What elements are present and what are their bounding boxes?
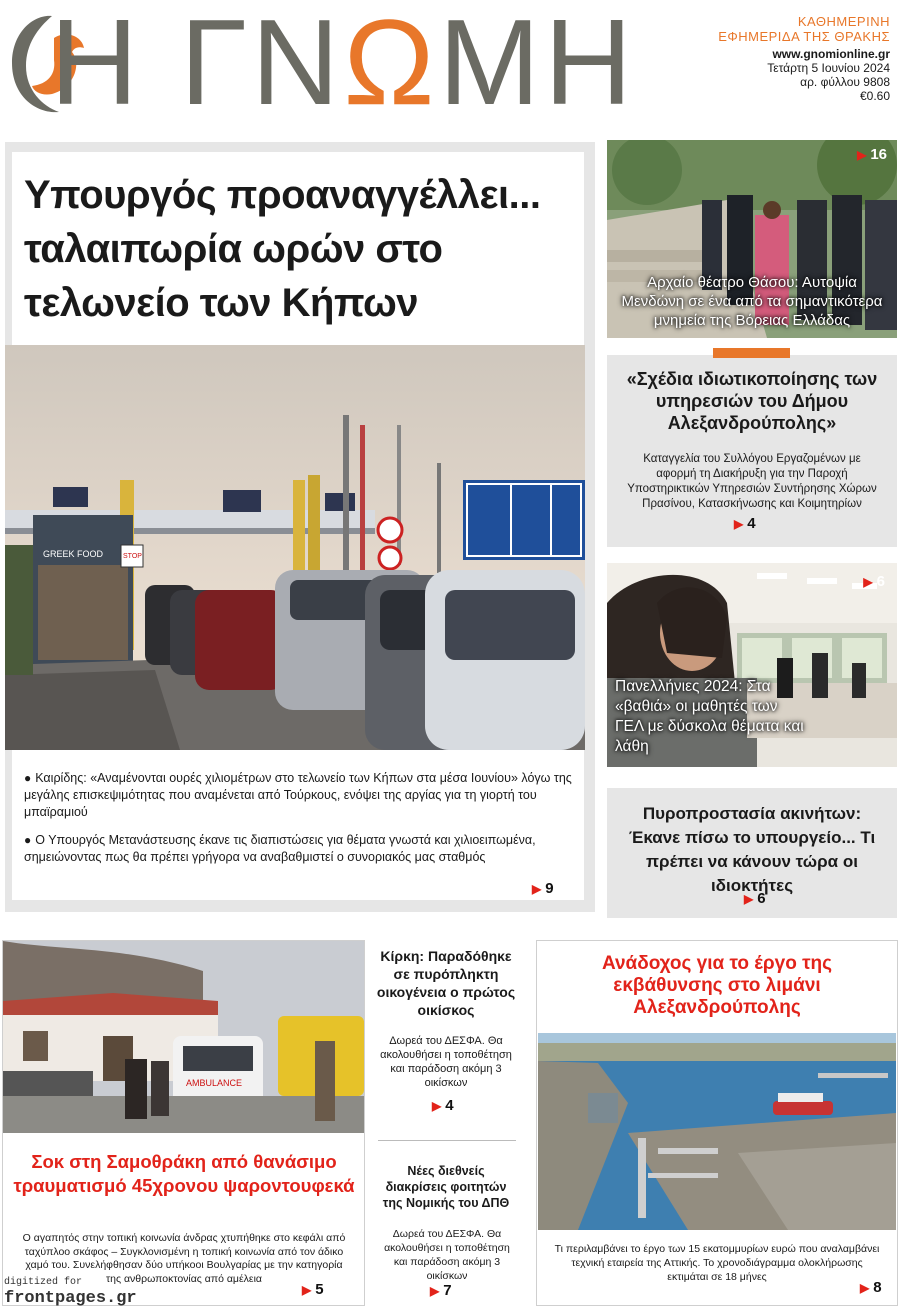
issue-date: Τετάρτη 5 Ιουνίου 2024: [767, 61, 890, 75]
exams-page-ref[interactable]: ▶ 6: [863, 573, 885, 590]
page-arrow-icon: ▶: [734, 517, 744, 531]
lead-page-ref[interactable]: ▶ 9: [532, 880, 554, 897]
masthead: [0, 0, 900, 130]
thasos-photo-story[interactable]: [607, 140, 897, 338]
kirki-page-ref[interactable]: ▶ 4: [432, 1097, 454, 1114]
port-headline[interactable]: Ανάδοχος για το έργο της εκβάθυνσης στο λιμάνι Αλεξανδρούπολης: [601, 953, 833, 1018]
exams-caption: Πανελλήνιες 2024: Στα «βαθιά» οι μαθητές των ΓΕΛ με δύσκολα θέματα και λάθη: [615, 678, 804, 755]
lead-bullet-2: ● Ο Υπουργός Μετανάστευσης έκανε τις διαπιστώσεις για θέματα γνωστά και χιλιοειπωμένα, σημειώνοντας πως θα πρέπει γρήγορα να αναβαθμιστεί ο συνοριακός μας σταθμός: [24, 833, 536, 864]
port-body: Τι περιλαμβάνει το έργο των 15 εκατομμυρίων ευρώ που αναλαμβάνει τεχνική εταιρεία της Αττικής. Το χρονοδιάγραμμα ολοκλήρωσης εκτιμάται σε 18 μήνες: [554, 1243, 880, 1283]
samothraki-photo: [3, 941, 364, 1133]
exams-photo-story[interactable]: [607, 563, 897, 767]
tagline-thrace: ΕΦΗΜΕΡΙΔΑ ΤΗΣ ΘΡΑΚΗΣ: [718, 29, 890, 44]
orange-accent-bar: [713, 348, 790, 358]
page-arrow-icon: ▶: [430, 1284, 440, 1298]
law-headline[interactable]: Νέες διεθνείς διακρίσεις φοιτητών της Νομικής του ΔΠΘ: [382, 1164, 510, 1210]
page-arrow-icon: ▶: [857, 148, 867, 162]
greek-food-sign: GREEK FOOD: [43, 549, 104, 559]
ambulance-text: AMBULANCE: [186, 1078, 243, 1088]
lead-headline[interactable]: Υπουργός προαναγγέλλει... ταλαιπωρία ωρών στο τελωνείο των Κήπων: [24, 173, 541, 325]
page-arrow-icon: ▶: [532, 882, 542, 896]
thasos-page-ref[interactable]: ▶ 16: [857, 146, 887, 163]
page-arrow-icon: ▶: [863, 575, 873, 589]
page-arrow-icon: ▶: [860, 1281, 870, 1295]
fire-page-ref[interactable]: ▶ 6: [744, 890, 766, 907]
page-arrow-icon: ▶: [302, 1283, 312, 1297]
masthead-info: [718, 14, 890, 103]
port-aerial-photo: [538, 1033, 896, 1230]
port-page-ref[interactable]: ▶ 8: [860, 1279, 882, 1296]
privatization-body: Καταγγελία του Συλλόγου Εργαζομένων με αφορμή τη Διακήρυξη για την Παροχή Υποστηρικτικών Υπηρεσιών Συντήρησης Χώρων Πρασίνου, Κατασκήνωσης και Κοιμητηρίων: [627, 453, 877, 510]
fire-headline[interactable]: Πυροπροστασία ακινήτων: Έκανε πίσω το υπουργείο... Τι πρέπει να κάνουν τώρα οι ιδιοκτήτες: [628, 804, 876, 895]
lead-photo-border-queue: [5, 345, 585, 750]
privatization-headline[interactable]: «Σχέδια ιδιωτικοποίησης των υπηρεσιών του Δήμου Αλεξανδρούπολης»: [626, 369, 878, 433]
frontpages-watermark: digitized for frontpages.gr: [4, 1277, 137, 1308]
tagline-daily: ΚΑΘΗΜΕΡΙΝΗ: [797, 14, 890, 29]
samothraki-headline[interactable]: Σοκ στη Σαμοθράκη από θανάσιμο τραυματισμό 45χρονου ψαροντουφεκά: [13, 1151, 355, 1196]
privatization-page-ref[interactable]: ▶ 4: [734, 515, 756, 532]
page-arrow-icon: ▶: [432, 1099, 442, 1113]
law-page-ref[interactable]: ▶ 7: [430, 1282, 452, 1299]
column-divider: [378, 1140, 516, 1141]
samothraki-page-ref[interactable]: ▶ 5: [302, 1281, 324, 1298]
kirki-headline[interactable]: Κίρκη: Παραδόθηκε σε πυρόπληκτη οικογένεια ο πρώτος οικίσκος: [376, 948, 516, 1018]
website-link[interactable]: www.gnomionline.gr: [772, 47, 890, 61]
price: €0.60: [859, 89, 890, 103]
page-arrow-icon: ▶: [744, 892, 754, 906]
kirki-body: Δωρεά του ΔΕΣΦΑ. Θα ακολουθήσει η τοποθέτηση και παράδοση ακόμη 3 οικίσκων: [380, 1035, 512, 1089]
stop-sign-text: STOP: [123, 553, 142, 560]
samothraki-body: Ο αγαπητός στην τοπική κοινωνία άνδρας χτυπήθηκε στο κεφάλι από ταχύπλοο σκάφος – Συγκλονισμένη η τοπική κοινωνία από τον άδικο χαμό του. Συνελήφθησαν δύο υπήκοοι Βουλγαρίας με την κατηγορία της ανθρωποκτονίας από αμέλεια: [22, 1232, 346, 1285]
thasos-caption: Αρχαίο θέατρο Θάσου: Αυτοψία Μενδώνη σε ένα από τα σημαντικότερα μνημεία της Βόρειας Ελλάδας: [621, 274, 883, 329]
lead-bullet-1: ● Καιρίδης: «Αναμένονται ουρές χιλιομέτρων στο τελωνείο των Κήπων στα μέσα Ιουνίου» λόγω της μεγάλης επισκεψιμότητας που αναμένεται από Τούρκους, ενόψει της αργίας για τη γιορτή του μπαϊραμιού: [24, 771, 572, 819]
law-body: Δωρεά του ΔΕΣΦΑ. Θα ακολουθήσει η τοποθέτηση και παράδοση ακόμη 3 οικίσκων: [384, 1228, 510, 1282]
newspaper-logo: Η ΓΝΩΜΗ: [50, 0, 637, 130]
issue-number: αρ. φύλλου 9808: [800, 75, 890, 89]
